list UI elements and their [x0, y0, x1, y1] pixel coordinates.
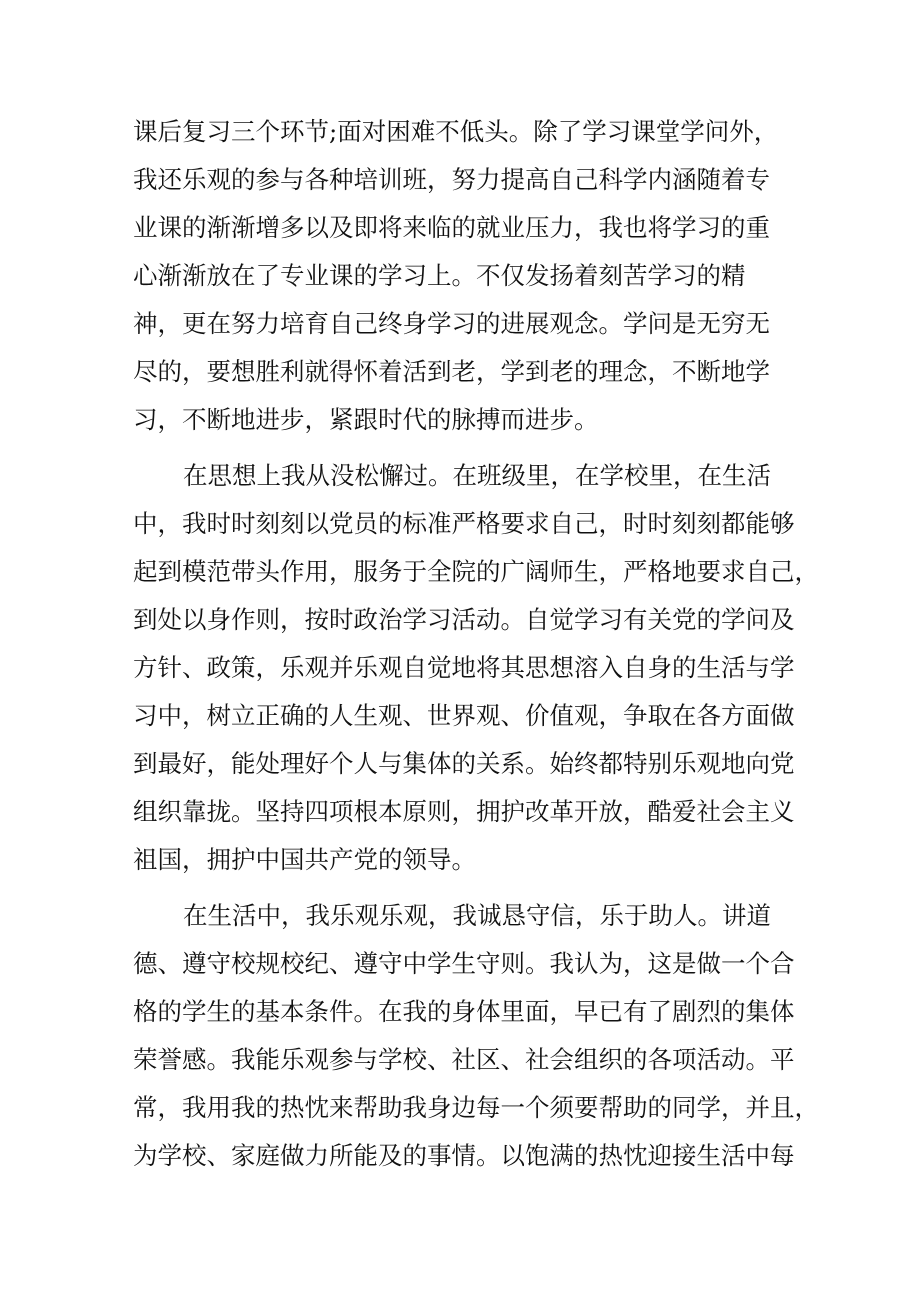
- text-line: 我还乐观的参与各种培训班，努力提高自己科学内涵随着专: [133, 165, 770, 194]
- paragraph-3: [133, 892, 819, 1180]
- text-line: 德、遵守校规校纪、遵守中学生守则。我认为，这是做一个合: [133, 949, 795, 978]
- text-line: 中，我时时刻刻以党员的标准严格要求自己，时时刻刻都能够: [133, 509, 795, 538]
- text-line: 课后复习三个环节;面对困难不低头。除了学习课堂学问外，: [133, 117, 779, 146]
- text-line: 常，我用我的热忱来帮助我身边每一个须要帮助的同学，并且，: [133, 1093, 819, 1122]
- text-line: 神，更在努力培育自己终身学习的进展观念。学问是无穷无: [133, 309, 770, 338]
- text-line: 为学校、家庭做力所能及的事情。以饱满的热忱迎接生活中每: [133, 1141, 795, 1170]
- text-line: 习，不断地进步，紧跟时代的脉搏而进步。: [133, 405, 599, 434]
- paragraph-spacer: [133, 444, 803, 452]
- text-line: 祖国，拥护中国共产党的领导。: [133, 845, 476, 874]
- text-line: 组织靠拢。坚持四项根本原则，拥护改革开放，酷爱社会主义: [133, 797, 795, 826]
- paragraph-spacer: [133, 884, 803, 892]
- text-line: 起到模范带头作用，服务于全院的广阔师生，严格地要求自己，: [133, 557, 819, 586]
- text-line: 格的学生的基本条件。在我的身体里面，早已有了剧烈的集体: [133, 997, 795, 1026]
- text-line: 习中，树立正确的人生观、世界观、价值观，争取在各方面做: [133, 701, 795, 730]
- text-line: 到最好，能处理好个人与集体的关系。始终都特别乐观地向党: [133, 749, 795, 778]
- paragraph-2: [133, 452, 819, 884]
- text-line: 荣誉感。我能乐观参与学校、社区、社会组织的各项活动。平: [133, 1045, 795, 1074]
- text-line: 业课的渐渐增多以及即将来临的就业压力，我也将学习的重: [133, 213, 770, 242]
- text-line: 方针、政策，乐观并乐观自觉地将其思想溶入自身的生活与学: [133, 653, 795, 682]
- text-line-indented: 在生活中，我乐观乐观，我诚恳守信，乐于助人。讲道: [183, 901, 771, 930]
- text-line: 到处以身作则，按时政治学习活动。自觉学习有关党的学问及: [133, 605, 795, 634]
- text-line: 心渐渐放在了专业课的学习上。不仅发扬着刻苦学习的精: [133, 261, 746, 290]
- document-body: [133, 108, 819, 1180]
- text-line: 尽的，要想胜利就得怀着活到老，学到老的理念，不断地学: [133, 357, 770, 386]
- text-line-indented: 在思想上我从没松懈过。在班级里，在学校里，在生活: [183, 461, 771, 490]
- paragraph-1: [133, 108, 803, 444]
